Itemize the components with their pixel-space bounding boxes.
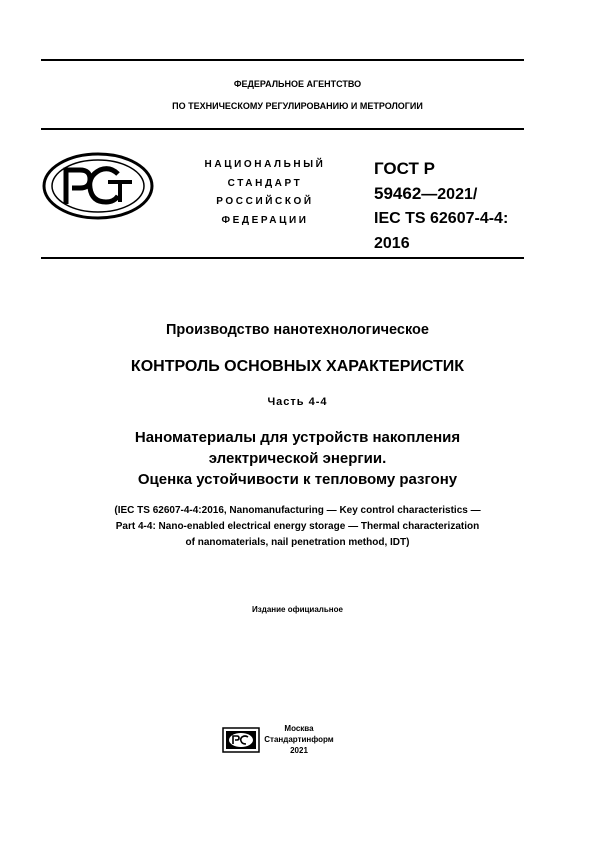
title-name [0, 427, 595, 490]
title-upper: КОНТРОЛЬ ОСНОВНЫХ ХАРАКТЕРИСТИК [130, 358, 465, 375]
publisher-imprint [264, 723, 334, 756]
standard-designation [374, 157, 508, 256]
title-name-line-1: Наноматериалы для устройств накопления [134, 429, 461, 446]
original-line-3: of nanomaterials, nail penetration method, IDT) [185, 537, 410, 548]
title-part: Часть 4-4 [267, 396, 328, 408]
designation-line-4: 2016 [374, 234, 410, 252]
original-line-2: Part 4-4: Nano-enabled electrical energy storage — Thermal characterization [115, 521, 480, 532]
national-standard-label [160, 156, 370, 230]
middle-rule [41, 128, 524, 130]
title-main: Производство нанотехнологическое [166, 322, 429, 338]
designation-line-3: IEC TS 62607-4-4: [374, 210, 509, 227]
publisher-city: Москва [284, 724, 314, 733]
national-standard-line-3: РОССИЙСКОЙ [216, 196, 314, 207]
bottom-rule [41, 257, 524, 259]
agency-line-2: ПО ТЕХНИЧЕСКОМУ РЕГУЛИРОВАНИЮ И МЕТРОЛОГИИ [172, 101, 423, 111]
national-standard-line-4: ФЕДЕРАЦИИ [221, 214, 309, 226]
designation-line-1: ГОСТ Р [374, 159, 435, 178]
national-standard-line-2: СТАНДАРТ [227, 177, 303, 189]
designation-year: —2021/ [421, 185, 478, 203]
title-name-line-3: Оценка устойчивости к тепловому разгону [137, 471, 458, 488]
top-rule [41, 59, 524, 61]
title-name-line-2: электрической энергии. [208, 450, 387, 467]
publication-year: 2021 [290, 746, 308, 755]
original-standard-reference [0, 503, 595, 551]
national-standard-line-1: НАЦИОНАЛЬНЫЙ [204, 159, 326, 170]
publisher-logo-icon [222, 727, 260, 753]
edition-label: Издание официальное [252, 605, 343, 614]
designation-line-2 [374, 182, 508, 208]
agency-line-1: ФЕДЕРАЛЬНОЕ АГЕНТСТВО [233, 79, 362, 89]
publisher-name: Стандартинформ [264, 735, 334, 744]
rst-logo-icon [42, 152, 154, 220]
original-line-1: (IEC TS 62607-4-4:2016, Nanomanufacturing — Key control characteristics — [114, 505, 481, 516]
designation-number: 59462 [374, 183, 422, 203]
